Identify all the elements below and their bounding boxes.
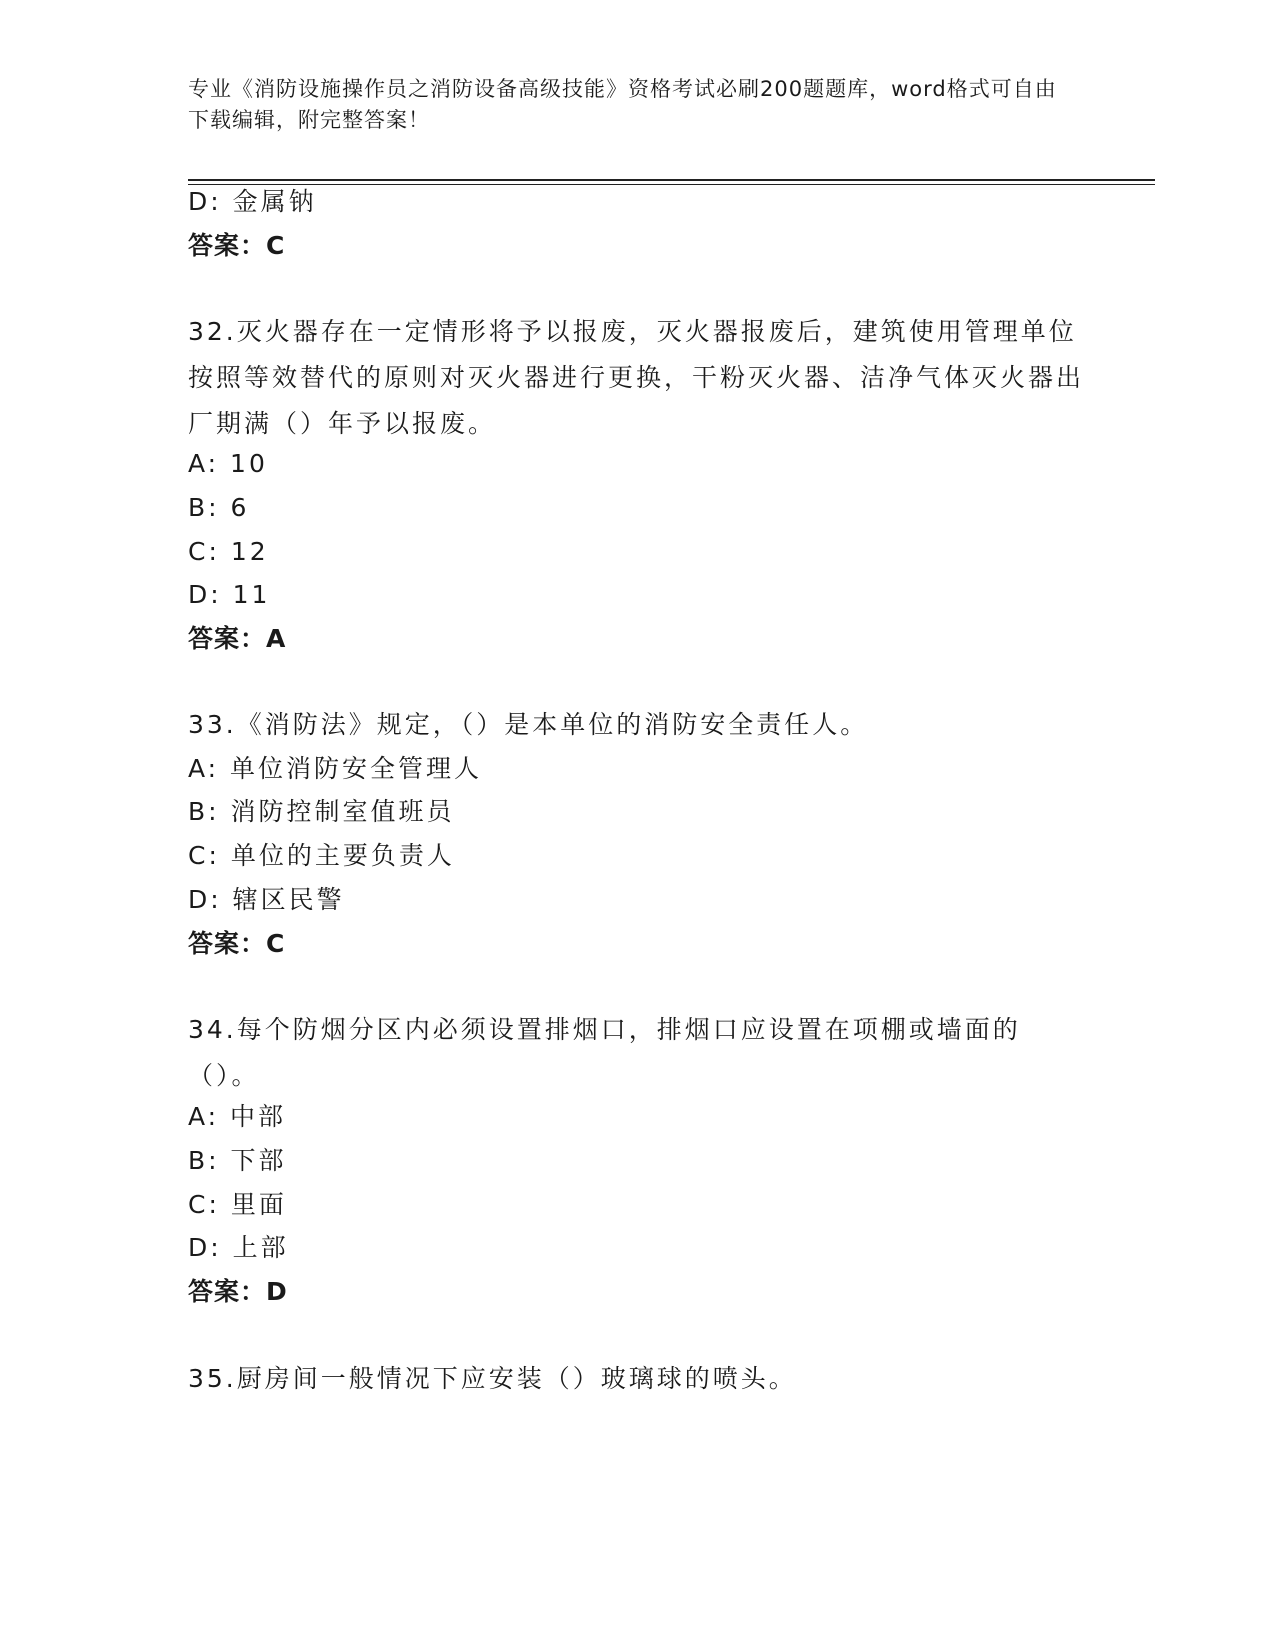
prev-option-d: D: 金属钠: [188, 187, 317, 216]
prev-answer: 答案：C: [188, 231, 286, 260]
question-32-text: 32.灭火器存在一定情形将予以报废，灭火器报废后，建筑使用管理单位按照等效替代的原则对灭火器进行更换，干粉灭火器、洁净气体灭火器出厂期满（）年予以报废。: [188, 317, 1085, 438]
question-34-option-b: B: 下部: [188, 1146, 287, 1175]
question-34-text: 34.每个防烟分区内必须设置排烟口，排烟口应设置在项棚或墙面的（）。: [188, 1015, 1021, 1090]
question-34-option-c: C: 里面: [188, 1190, 287, 1219]
question-33-option-a: A: 单位消防安全管理人: [188, 754, 483, 783]
question-33-answer: 答案：C: [188, 929, 286, 958]
question-34-option-a: A: 中部: [188, 1102, 287, 1131]
header-rule-thick: [188, 179, 1155, 181]
question-32-option-a: A: 10: [188, 449, 268, 478]
question-34-answer: 答案：D: [188, 1277, 288, 1306]
question-33-option-d: D: 辖区民警: [188, 885, 345, 914]
question-34-option-d: D: 上部: [188, 1233, 289, 1262]
question-33-text: 33.《消防法》规定，（）是本单位的消防安全责任人。: [188, 710, 869, 739]
question-35-text: 35.厨房间一般情况下应安装（）玻璃球的喷头。: [188, 1364, 797, 1393]
question-32-option-c: C: 12: [188, 537, 269, 566]
question-33-option-c: C: 单位的主要负责人: [188, 841, 455, 870]
question-32-option-b: B: 6: [188, 493, 250, 522]
question-33-option-b: B: 消防控制室值班员: [188, 797, 455, 826]
question-32-answer: 答案：A: [188, 624, 287, 653]
question-32-option-d: D: 11: [188, 580, 271, 609]
document-header: 专业《消防设施操作员之消防设备高级技能》资格考试必刷200题题库，word格式可自由下载编辑，附完整答案！: [188, 77, 1057, 132]
header-rule-thin: [188, 184, 1155, 185]
